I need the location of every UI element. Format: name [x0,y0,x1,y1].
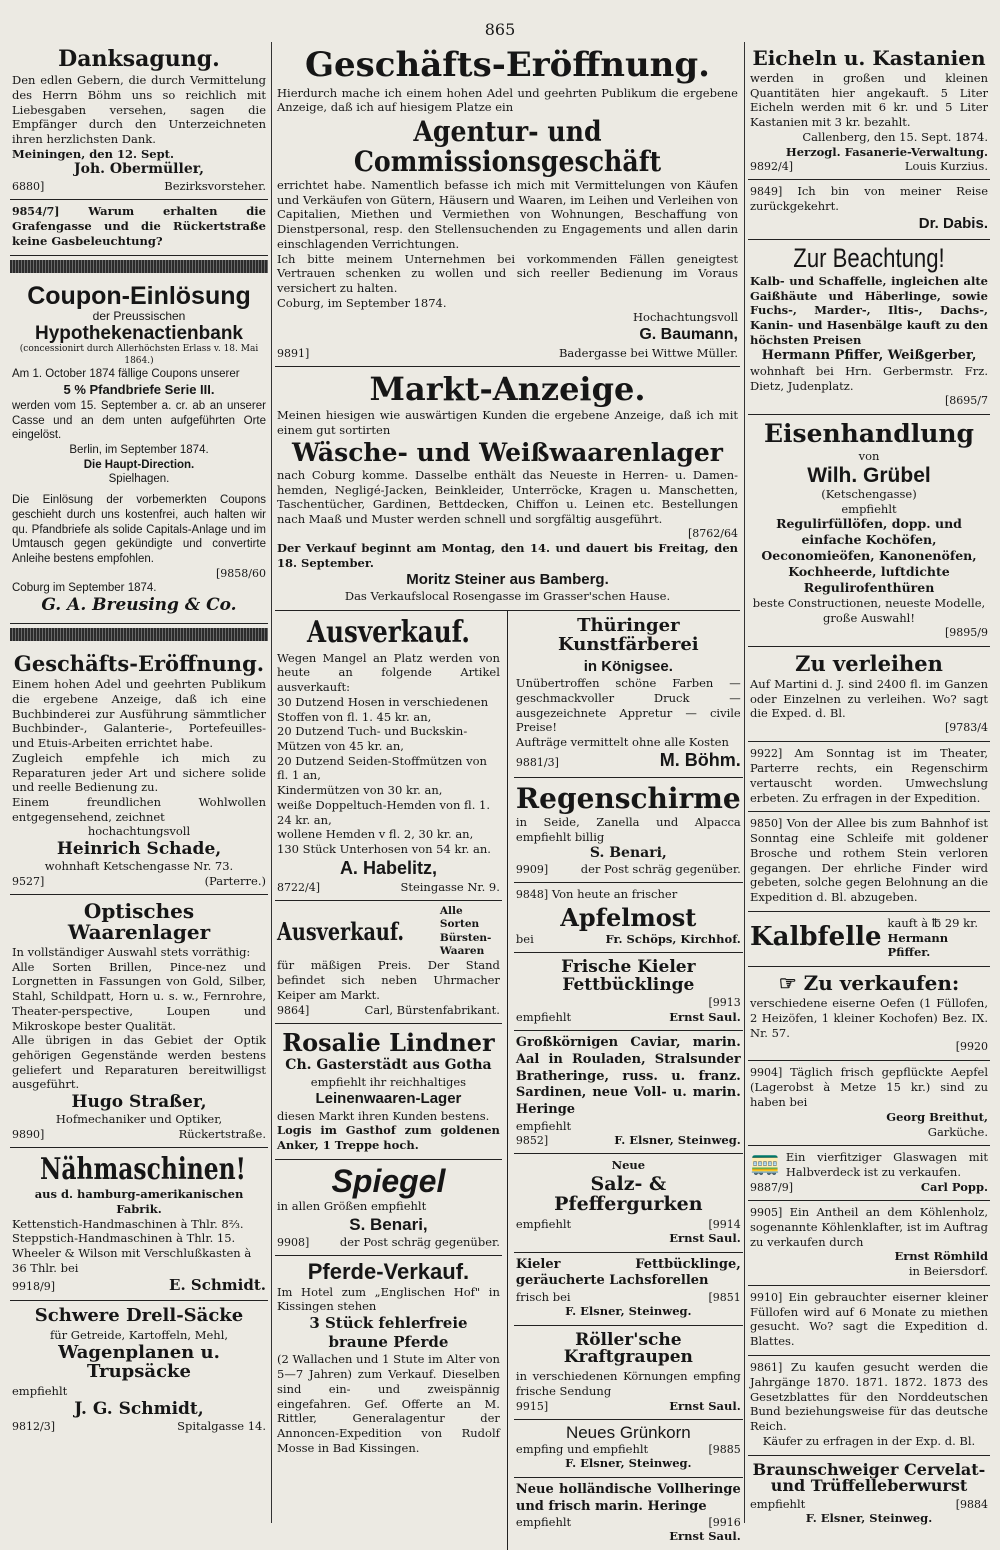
ad-text: Am Sonntag ist im Theater, Parterre rechts, ein Regenschirm vertauscht worden. Umwechslung erbeten. Zu erfragen in der Expedition. [750,746,989,805]
ad-text: Ein gebrauchter eiserner kleiner Füllofen wird auf 6 Monate zu miethen gesucht. Wo? sagt die Expedition d. Blattes. [750,1289,988,1349]
ad-drellsaecke [10,1301,268,1439]
ad-text: beste Constructionen, neueste Modelle, große Auswahl! [752,596,986,625]
ad-text: Wegen Mangel an Platz werden von heute an folgende Artikel ausverkauft: [277,650,500,695]
ad-signer: Ernst Saul. [669,1398,741,1413]
ad-ref: 9915] [515,1399,549,1413]
ad-text: Die Einlösung der vorbemerkten Coupons geschieht durch uns kostenfrei, auch halten wir qu. Pfandbriefe als solide Capitals-Anlage und im Umtausch gegen gekündigte und convertirte Anleihe bestens empfohlen. [12,494,266,565]
ad-text: Im Hotel zum „Englischen Hof" in Kissingen stehen [277,1284,500,1314]
ad-text: für Getreide, Kartoffeln, Mehl, [49,1327,229,1342]
ad-text: von [858,448,880,463]
ad-title: Spiegel [331,1162,446,1199]
ad-text: Zugleich empfehle ich mich zu Reparaturen jeder Art und sichere solide und reelle Bedienung zu. [12,750,266,795]
list-item: 20 Dutzend Tuch- und Buckskin-Mützen von 45 kr. an, [277,724,468,753]
ad-text: empfiehlt [515,1118,572,1133]
ad-buchbinderei [10,647,268,895]
ad-verleihen [748,647,990,742]
ad-text: Alle übrigen in das Gebiet der Optik gehörigen Gegenstände werden bestens geliefert und Reparaturen bereitwilligst ausgeführt. [12,1033,266,1092]
ad-signer: Dr. Dabis. [918,215,988,233]
ad-text: in allen Größen empfiehlt [277,1198,427,1213]
ad-title: Röller'sche Kraftgraupen [563,1329,693,1368]
ad-place: Coburg im September 1874. [12,581,157,594]
ad-text: in Seide, Zanella und Alpacca empfiehlt billig [515,815,741,844]
ad-ref: [9858/60 [216,566,266,580]
pointing-hand-icon: ☞ [778,971,797,996]
ad-text: Den edlen Gebern, die durch Vermittelung des Herrn Böhm uns so reichlich mit Liebesgaben versehen, sagen die Empfänger durch den Unterzeichneten ihren herzlichsten Dank. [12,73,266,146]
ad-title: Regenschirme [515,781,741,815]
ad-title: Kalbfelle [750,922,882,953]
ad-text: Ich bitte meinem Unternehmen bei vorkommenden Fällen geneigtest Vertrauen schenken zu wollen und sich reeller Bedienung im Voraus versichert zu halten. [277,251,738,295]
ad-text: für mäßigen Preis. Der Stand befindet sich neben Uhrmacher Keiper am Markt. [277,958,500,1002]
ad-markt [275,367,740,612]
ad-signer: Hermann Pfiffer. [887,930,949,960]
ad-place: Coburg, im September 1874. [277,295,447,310]
ad-optik [10,895,268,1148]
ad-title: Neues Grünkorn [565,1422,691,1442]
ad-signer: E. Schmidt. [169,1275,266,1294]
ad-ref: 8722/4] [277,880,320,894]
ad-signer: F. Elsner, Steinweg. [805,1511,933,1526]
ad-signer: J. G. Schmidt, [74,1398,204,1419]
ad-signer: Louis Kurzius. [904,159,988,174]
ad-ref: 9908] [277,1236,310,1250]
ad-signer: Moritz Steiner aus Bamberg. [406,571,609,589]
ad-fuellofen [748,1286,990,1356]
ad-title: Danksagung. [58,46,220,72]
ad-address: (Ketschengasse) [821,486,917,501]
list-item: weiße Doppeltuch-Hemden von fl. 1. 24 kr. an, [277,797,490,827]
ad-side: Alle Sorten Bürsten-Waaren [439,904,492,958]
ad-text: Am 1. October 1874 fällige Coupons unserer [12,368,240,381]
ad-dabis [748,180,990,240]
ad-ref: 9812/3] [12,1419,55,1433]
list-item: wollene Hemden v fl. 2, 30 kr. an, [277,827,474,842]
ad-signer: Fr. Schöps, Kirchhof. [605,931,741,946]
ad-address: wohnhaft bei Hrn. Gerbermstr. Frz. Dietz, Judenplatz. [750,364,988,393]
ad-ref: 9850] [750,817,783,831]
column-rule [271,42,272,1523]
ad-signer: Hermann Pfiffer, Weißgerber, [761,347,977,363]
list-item: 30 Dutzend Hosen in verschiedenen Stoffen von fl. 1. 45 kr. an, [277,694,489,724]
ad-list [277,695,500,857]
ad-heringe [514,1478,743,1550]
ad-greeting: hochachtungsvoll [87,824,191,839]
ad-text: empfiehlt [515,1010,572,1025]
ad-text: Neue holländische Vollheringe und frisch marin. Heringe [515,1482,741,1514]
ad-ref: [9885 [708,1443,741,1457]
ad-org: Herzogl. Fasanerie-Verwaltung. [785,144,988,159]
ad-danksagung [10,42,268,200]
ad-ref: [9884 [955,1498,988,1512]
ad-title: Thüringer Kunstfärberei [558,615,699,656]
list-item: Wheeler & Wilson mit Verschlußkasten à 36 Thlr. bei [12,1246,252,1275]
ad-ref: 9848] [515,888,549,902]
ad-address: Das Verkaufslocal Rosengasse im Grasser'schen Hause. [344,589,671,604]
ad-text: Einem hohen Adel und geehrten Publikum die ergebene Anzeige, daß ich eine Buchbinderei zur Ausführung sämmtlicher Buchbinder-, Galanterie-, Portefeuilles- und Etuis-Arbeiten errichtet habe. [12,677,266,751]
ad-ref: 9891] [277,346,310,360]
ad-title: Wagenplanen u. Trupsäcke [58,1342,220,1383]
ad-regenschirme [514,778,743,884]
ad-address: Steingasse Nr. 9. [400,879,500,894]
page-number: 865 [484,20,516,39]
ad-text: Alle Sorten Brillen, Pince-nez und Lorgnetten in Fassungen von Gold, Silber, Stahl, Schildpatt, Horn u. s. w., Fernrohre, Theater-perspective, Loupen und Mikroskope bester Qualität. [12,959,266,1033]
ad-signer: A. Habelitz, [339,857,437,878]
ad-title: Rosalie Lindner [282,1027,495,1057]
ad-ref: 9861] [750,1360,783,1374]
ad-place: Meiningen, den 12. Sept. [12,146,174,161]
ad-title: Geschäfts-Eröffnung. [13,651,265,677]
ads-left [275,611,508,1550]
ad-signer: F. Elsner, Steinweg. [565,1456,692,1471]
ad-text: empfiehlt [515,1216,572,1231]
ad-text: frisch bei [515,1289,571,1304]
ad-signer: Ernst Römhild [894,1249,988,1264]
ad-title: Zur Beachtung! [793,243,945,274]
ad-ref: 9905] [750,1205,783,1219]
ad-title: Schwere Drell-Säcke [34,1304,244,1326]
ad-text: empfiehlt [750,1497,806,1512]
ad-ref: 9849] [750,185,783,199]
ad-signer: Heinrich Schade, [56,839,222,860]
ad-text: Der Verkauf beginnt am Montag, den 14. und dauert bis Freitag, den 18. September. [277,540,738,570]
ad-signer: Georg Breithut, [886,1109,988,1124]
ad-text: bei [515,931,534,946]
ad-ref: [9914 [708,1217,741,1231]
ad-title: Eisenhandlung [763,418,975,448]
ad-schleife [748,812,990,912]
ad-title: Pferde-Verkauf. [307,1259,470,1285]
ad-eisenhandlung [748,415,990,647]
ad-text: errichtet habe. Namentlich befasse ich mich mit Vermittelungen von Käufen und Verkäufen von Gütern, Häusern und Waaren, im Leihen und Verleihen von Capitalien, Miethen und Vermiethen von Wohnungen, Beschaffung von Dienstpersonal, resp. den Stellensuchenden zu Engagements und allen darin einschlagenden Verrichtungen. [277,177,738,251]
ad-firm: G. A. Breusing & Co. [41,595,237,616]
ad-text: Aufträge vermittelt ohne alle Kosten [515,734,729,749]
ad-gruenkorn [514,1420,743,1478]
ad-title: Optisches Waarenlager [67,898,211,944]
ad-address: Rückertstraße. [178,1126,266,1141]
ad-title: Markt-Anzeige. [369,369,646,408]
column-rule [744,42,745,1523]
ad-text: Warum erhalten die Grafengasse und die Rückertstraße keine Gasbeleuchtung? [12,204,266,249]
column-right [748,42,990,1526]
ad-regenschirm [748,742,990,812]
ad-kunstfaerberei [514,611,743,778]
ad-greeting: Hochachtungsvoll [633,310,738,325]
ad-signer: Ernst Saul. [669,1529,741,1544]
ad-title: Eicheln u. Kastanien [752,46,986,70]
ad-text: werden in großen und kleinen Quantitäten hier angekauft. 5 Liter Eicheln werden mit 6 kr. und 5 Liter Kastanien mit 3 kr. bezahlt. [750,71,988,130]
ad-address: in Beiersdorf. [908,1263,988,1278]
list-item: Steppstich-Handmaschinen à Thlr. 15. [12,1231,236,1246]
ad-ref: 9909] [515,863,549,877]
ad-text: Zu kaufen gesucht werden die Jahrgänge 1870. 1871. 1872. 1873 des Gesetzblattes für den Norddeutschen Bund beziehungsweise für das deutsche Reich. [750,1359,988,1434]
list-item: 130 Stück Unterhosen von 54 kr. an. [277,841,491,856]
ad-kraftgraupen [514,1326,743,1420]
ad-address: Badergasse bei Wittwe Müller. [558,345,738,360]
ad-text: aus d. hamburg-amerikanischen Fabrik. [34,1187,244,1217]
ad-text: Von der Allee bis zum Bahnhof ist Sonntag eine Schleife mit goldener Brosche und rothem Stein verloren gegangen. Der ehrliche Finder wird gebeten, solche gegen Belohnung an die Expedition d. Bl. abzugeben. [750,816,989,905]
ad-signer: Carl Popp. [920,1179,988,1194]
ad-ref: 9854/7] [12,205,60,219]
ad-text: Unübertroffen schöne Farben — geschmackvoller Druck — ausgezeichnete Appretur — civile Preise! [515,676,741,735]
ad-address: Spitalgasse 14. [177,1418,266,1433]
ad-text: empfiehlt [12,1384,68,1399]
ad-ref: [9851 [708,1290,741,1304]
ad-text: verschiedene eiserne Oefen (1 Füllofen, 2 Heizöfen, 1 kleiner Kochofen) Bez. IX. Nr. 57. [750,996,988,1040]
ad-ausverkauf [275,611,502,901]
ad-signer: G. Baumann, [639,326,738,344]
ad-caviar [514,1031,743,1154]
ad-ref: 9922] [750,747,783,761]
ad-aepfel [748,1061,990,1146]
list-item: Kettenstich-Handmaschinen à Thlr. 8⅔. [12,1216,244,1231]
ad-ref: 6880] [12,180,45,194]
ad-ref: [8695/7 [945,393,988,407]
ad-title: Frische Kieler Fettbücklinge [561,956,696,995]
ad-title: Zu verleihen [795,650,943,676]
ad-beachtung [748,240,990,414]
ad-text: (2 Wallachen und 1 Stute im Alter von 5—7 Jahren) zum Verkauf. Dieselben sind ein- und zweispännig eingefahren. Gef. Offerte an M. Rittler, Generalagentur der Annoncen-Expedition von Rudolf Mosse in Bad Kissingen. [277,1352,500,1455]
carriage-icon: 🚃 [750,1148,780,1177]
ad-date: Berlin, im September 1874. [69,443,209,456]
ad-text: nach Coburg komme. Dasselbe enthält das Neueste in Herren- u. Damen-hemden, Negligé-Jacken, Beinkleider, Unterröcke, Kragen u. Manschetten, Taschentücher, Gardinen, Bettdecken, Chiffon u. Leinen etc. Bestellungen nach Maaß und Muster werden schnell und sorgfältig ausgeführt. [277,467,738,526]
ad-ref: [9913 [708,996,741,1010]
ad-title: Zu verkaufen: [803,971,960,996]
ad-list [12,1217,266,1276]
ad-text: Großkörnigen Caviar, marin. Aal in Rouladen, Stralsunder Bratheringe, russ. u. franz. Sardinen, neue Voll- u. marin. Heringe [515,1035,741,1117]
ad-ref: [9916 [708,1516,741,1530]
ad-gurken [514,1154,743,1252]
ad-text: In vollständiger Auswahl stets vorräthig: [12,944,251,959]
ad-text: empfing und empfiehlt [515,1442,649,1457]
ad-text: empfiehlt [841,501,897,516]
ad-ref: [9783/4 [945,720,988,734]
ad-ref: [9895/9 [945,625,988,639]
ad-text: Logis im Gasthof zum goldenen Anker, 1 Treppe hoch. [277,1123,500,1153]
ad-text: Ch. Gasterstädt aus Gotha [285,1056,492,1073]
ad-fettbuecklinge [514,1253,743,1326]
ad-text: Täglich frisch gepflückte Aepfel (Lagerobst à Metze 15 kr.) sind zu haben bei [750,1065,989,1110]
ad-title: Salz- & Pfeffergurken [554,1173,703,1215]
ad-naehmaschinen [10,1148,268,1301]
ad-ref: 9864] [277,1003,310,1017]
ad-apfelmost [514,883,743,952]
ad-signer: Hugo Straßer, [71,1092,207,1113]
ad-ref: 9904] [750,1066,783,1080]
ad-text: in verschiedenen Körnungen empfing frische Sendung [515,1369,741,1398]
ad-floor: (Parterre.) [204,873,266,888]
ad-buersten [275,901,502,1024]
ad-eicheln [748,42,990,180]
ad-direction: Die Haupt-Direction. [83,458,195,471]
ad-ref: 9910] [750,1290,783,1304]
ad-ref: [9920 [955,1040,988,1054]
ad-signer: Joh. Obermüller, [74,161,204,178]
list-item: Kindermützen von 30 kr. an, [277,783,443,798]
ads-right [514,611,743,1550]
ad-role: Bezirksvorsteher. [164,179,266,194]
ad-title: Leinenwaaren-Lager [315,1090,462,1108]
ad-bank-name: Hypothekenactienbank [35,322,243,344]
ad-ref: 9918/9] [12,1279,55,1293]
ad-text: Kieler Fettbücklinge, geräucherte Lachsforellen [515,1256,741,1289]
ad-signer: S. Benari, [589,844,667,861]
ad-ref: 9852] [515,1134,549,1148]
ad-title: Wäsche- und Weißwaarenlager [292,437,723,467]
ad-title: Braunschweiger Cervelat- und Trüffelleberwurst [752,1459,986,1496]
ad-text: Einem freundlichen Wohlwollen entgegensehend, zeichnet [12,795,266,824]
ad-place: in Königsee. [583,657,673,675]
ad-text: Ein vierfitziger Glaswagen mit Halbverdeck ist zu verkaufen. [785,1150,988,1179]
ad-title: Geschäfts-Eröffnung. [304,45,711,85]
ad-ref: 9887/9] [750,1180,793,1194]
ad-text: Ich bin von meiner Reise zurückgekehrt. [750,184,989,214]
ad-kieler [514,953,743,1032]
separator-band [10,628,268,641]
column-middle [275,42,741,1544]
ad-signer: Spielhagen. [108,473,170,486]
ad-rosalie [275,1024,502,1160]
ad-agentur [275,42,740,367]
ad-text: Auf Martini d. J. sind 2400 fl. im Ganzen oder Einzelnen zu verleihen. Wo? sagt die Exped. d. Bl. [750,676,988,721]
ad-line: der Preussischen [92,309,186,324]
ad-signer: F. Elsner, Steinweg. [565,1303,692,1318]
ad-signer: Ernst Saul. [669,1010,741,1025]
ad-text: Ein Antheil an dem Köhlenholz, sogenannte Köhlenklafter, ist im Auftrag zu verkaufen durch [750,1204,989,1249]
ad-gesetzblatt [748,1356,990,1456]
ad-text: Neue [611,1158,646,1173]
ad-signer: Carl, Bürstenfabrikant. [364,1002,500,1017]
ad-text: Käufer zu erfragen in der Exp. d. Bl. [762,1433,976,1448]
ad-cervelat [748,1456,990,1532]
ad-address: wohnhaft Ketschengasse Nr. 73. [44,859,234,874]
ad-title: Nähmaschinen! [39,1151,246,1187]
ad-coupon [10,279,268,624]
ad-kalbfelle [748,912,990,967]
ad-text: diesen Markt ihren Kunden bestens. [277,1108,490,1123]
ad-gasbeleuchtung [10,200,268,256]
ad-title: Ausverkauf. [277,917,405,947]
ad-title: 3 Stück fehlerfreie braune Pferde [309,1314,468,1352]
separator-band [10,260,268,273]
ad-title: Agentur- und Commissionsgeschäft [353,115,662,178]
ad-title: Coupon-Einlösung [27,281,251,310]
ad-address: der Post schräg gegenüber. [339,1235,500,1250]
ad-title: Apfelmost [560,902,697,932]
ad-ref: 9527] [12,874,45,888]
ad-spiegel [275,1160,502,1257]
ad-title: Ausverkauf. [307,615,470,651]
ads-split [275,611,740,1550]
ad-text: Meinen hiesigen wie auswärtigen Kunden die ergebene Anzeige, daß ich mit einem gut sortirten [277,408,738,437]
ad-ref: [8762/64 [688,526,738,540]
ad-signer: F. Elsner, Steinweg. [614,1133,741,1148]
ad-pferde [275,1256,502,1461]
ad-text: empfiehlt [515,1515,572,1530]
ad-ref: 9881/3] [515,755,559,769]
ad-bonds: 5 % Pfandbriefe Serie III. [63,382,215,398]
list-item: 20 Dutzend Seiden-Stoffmützen von fl. 1 an, [277,753,487,783]
ad-ref: 9892/4] [750,160,793,174]
ad-glaswagen [748,1146,990,1200]
ad-text: Kalb- und Schaffelle, ingleichen alte Gaißhäute und Häberlinge, sowie Fuchs-, Marder-, Iltis-, Dachs-, Kanin- und Hasenbälge kauft zu den höchsten Preisen [750,273,988,347]
ad-text: Von heute an frischer [551,887,678,902]
ad-signer: M. Böhm. [659,749,741,770]
ad-koehlenholz [748,1201,990,1286]
column-left [10,42,268,1523]
ad-signer: Wilh. Grübel [807,463,931,487]
ad-role: Garküche. [927,1124,988,1139]
ad-signer: Ernst Saul. [669,1230,741,1245]
ad-text: werden vom 15. September a. cr. ab an unserer Casse und an dem unten aufgeführten Orte eingelöst. [12,399,266,442]
ad-role: Hofmechaniker und Optiker, [55,1112,223,1127]
ad-ref: 9890] [12,1127,45,1141]
ad-text: empfiehlt ihr reichhaltiges [310,1074,467,1089]
ad-address: der Post schräg gegenüber. [580,862,741,877]
ad-place: Callenberg, den 15. Sept. 1874. [802,129,988,144]
ad-text: kauft à ℔ 29 kr. [887,915,979,930]
ad-verkaufen [748,967,990,1061]
ad-text: Regulirfüllöfen, dopp. und einfache Kochöfen, Oeconomieöfen, Kanonenöfen, Kochheerde, luftdichte Regulirofenthüren [761,516,977,596]
ad-text: Hierdurch mache ich einem hohen Adel und geehrten Publikum die ergebene Anzeige, daß ich auf hiesigem Platze ein [277,85,738,115]
ad-note: (concessionirt durch Allerhöchsten Erlass v. 18. Mai 1864.) [19,344,259,366]
ad-signer: S. Benari, [349,1214,428,1234]
